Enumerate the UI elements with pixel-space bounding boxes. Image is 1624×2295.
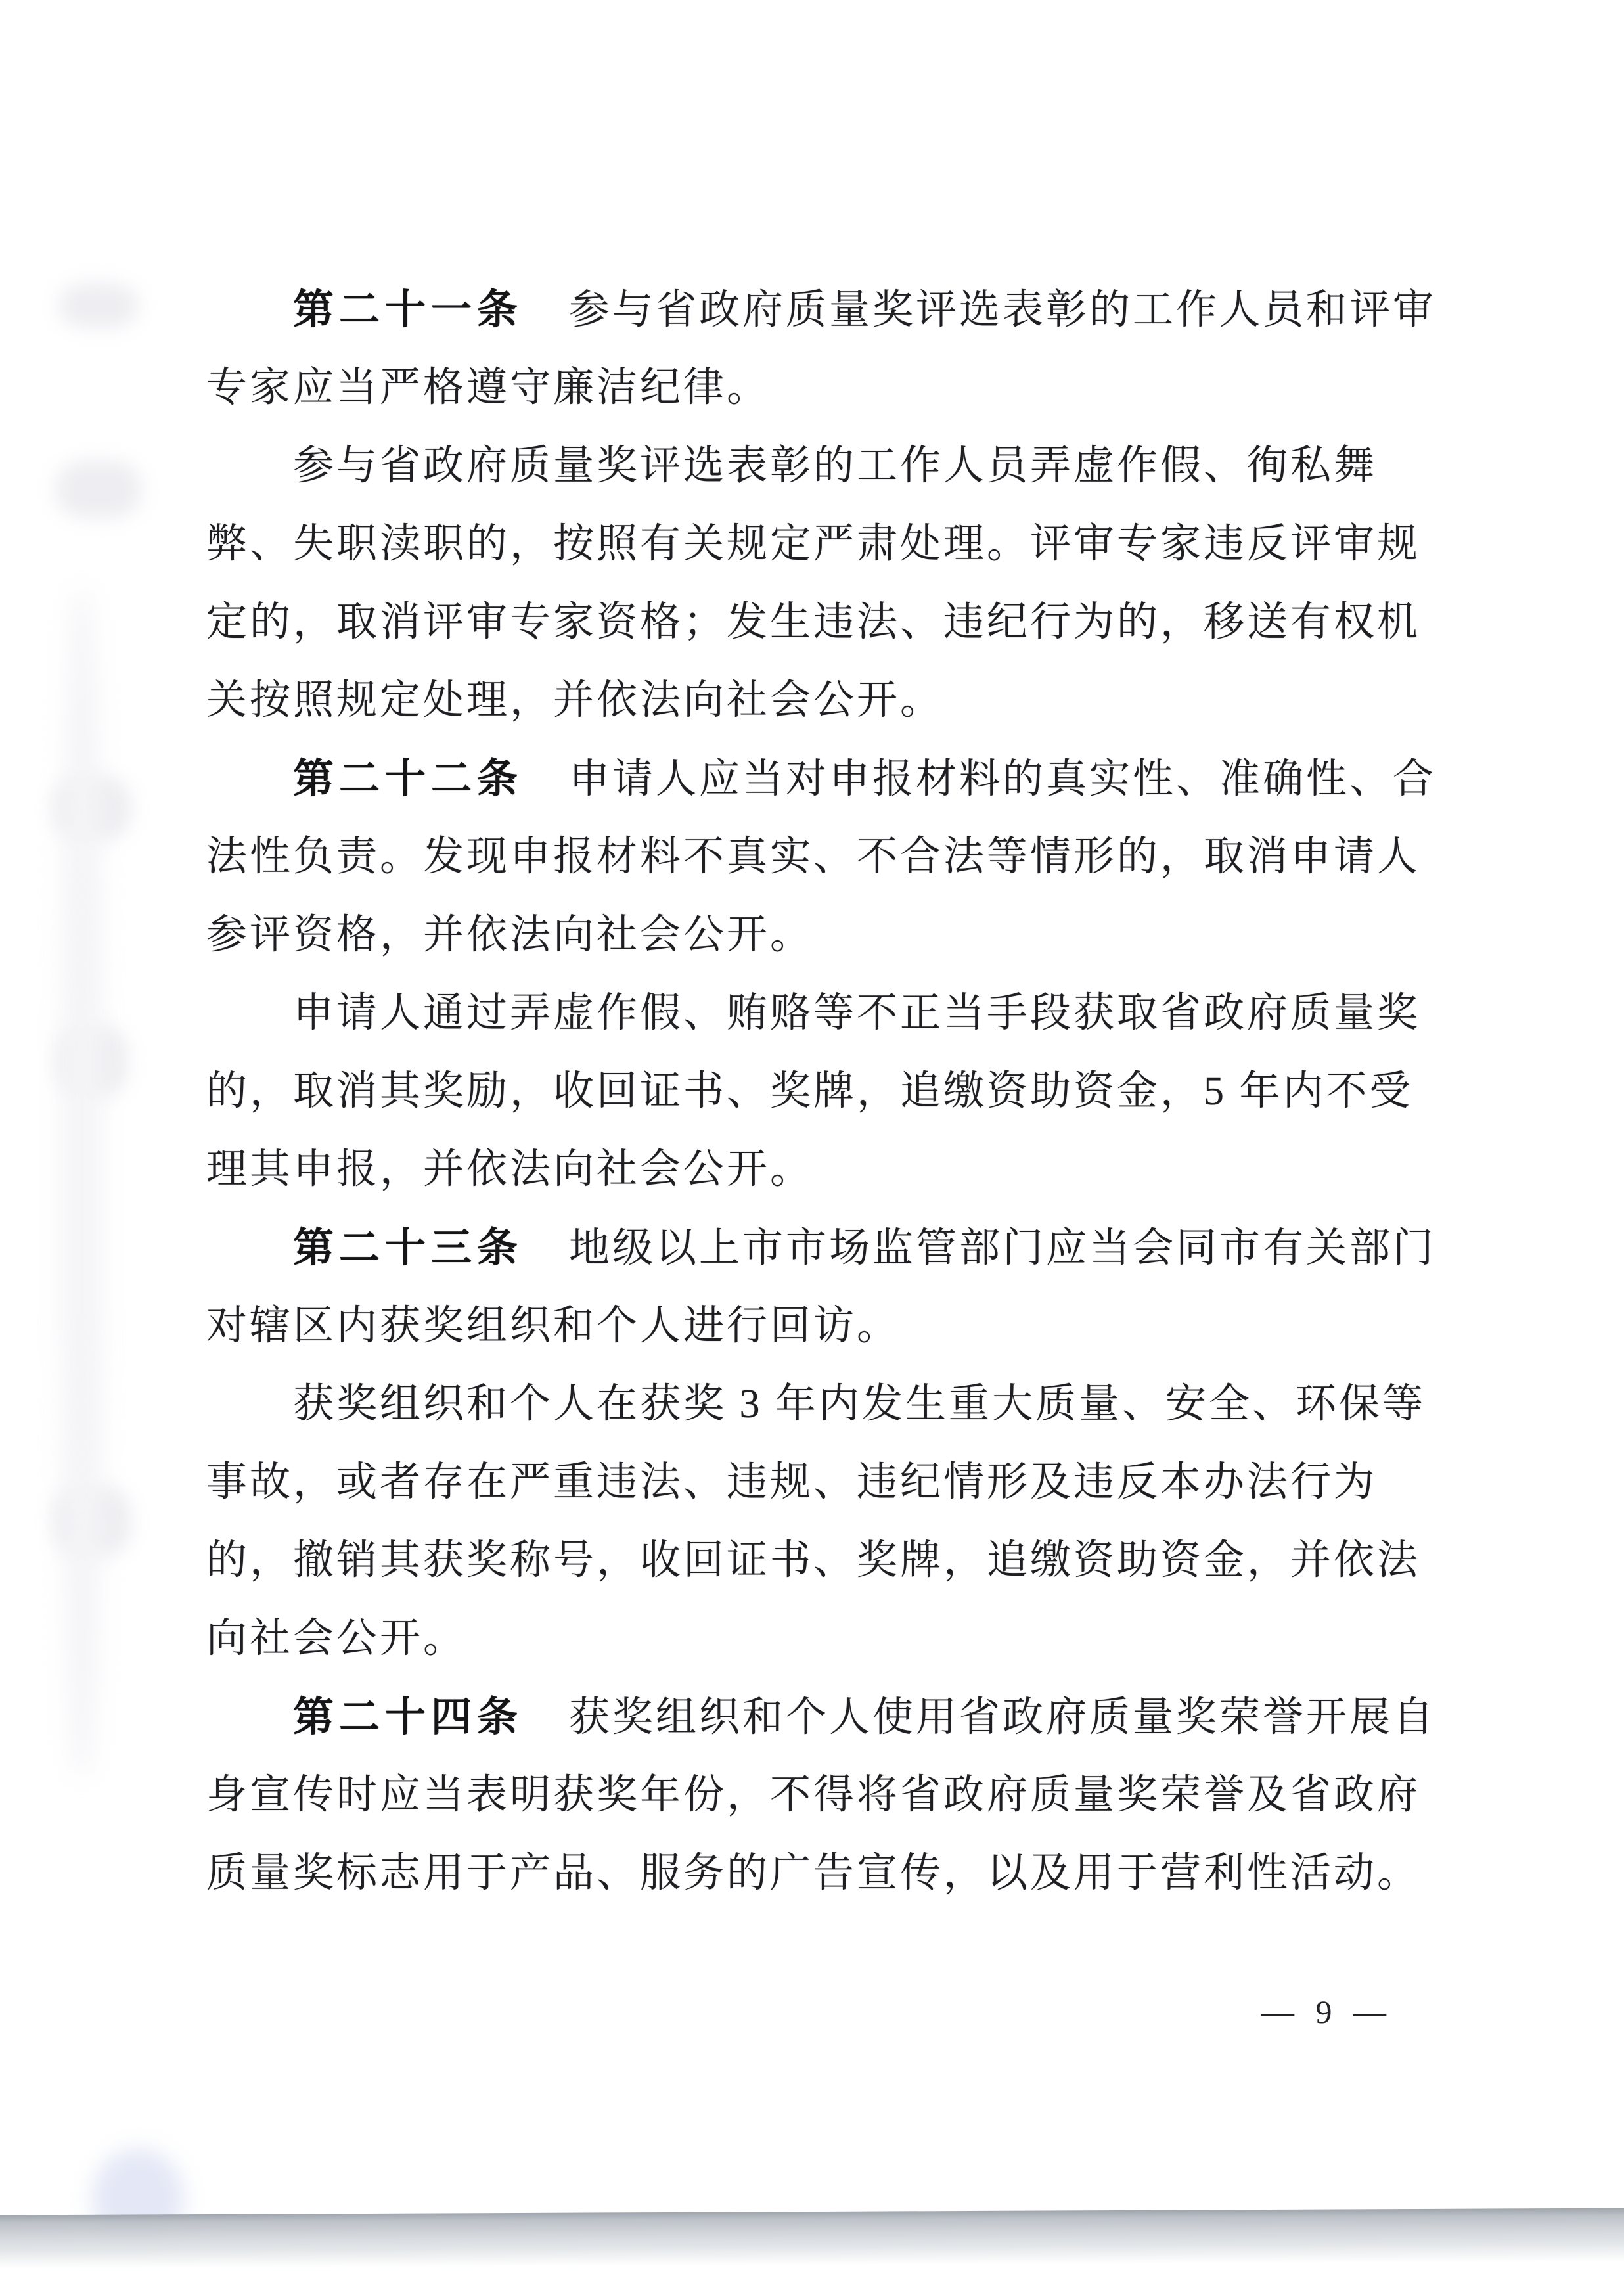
text-line bbox=[206, 1131, 1423, 1209]
text-line bbox=[206, 505, 1423, 583]
line-text: 参与省政府质量奖评选表彰的工作人员和评审 bbox=[569, 288, 1437, 332]
line-text: 地级以上市市场监管部门应当会同市有关部门 bbox=[569, 1226, 1437, 1271]
article-number: 第二十三条 bbox=[293, 1225, 524, 1271]
text-line bbox=[206, 427, 1423, 505]
line-text: 获奖组织和个人在获奖 3 年内发生重大质量、安全、环保等 bbox=[293, 1382, 1426, 1426]
text-line bbox=[206, 662, 1423, 740]
page-number: — 9 — bbox=[1261, 1993, 1393, 2030]
article-number: 第二十四条 bbox=[293, 1694, 524, 1740]
line-text: 弊、失职渎职的，按照有关规定严肃处理。评审专家违反评审规 bbox=[206, 522, 1421, 566]
line-text: 的，撤销其获奖称号，收回证书、奖牌，追缴资助资金，并依法 bbox=[206, 1538, 1421, 1583]
line-text: 申请人通过弄虚作假、贿赂等不正当手段获取省政府质量奖 bbox=[293, 991, 1421, 1035]
text-line bbox=[206, 349, 1423, 427]
line-text: 事故，或者存在严重违法、违规、违纪情形及违反本办法行为 bbox=[206, 1460, 1378, 1505]
text-line bbox=[206, 818, 1423, 896]
line-text: 关按照规定处理，并依法向社会公开。 bbox=[206, 678, 944, 723]
text-line bbox=[206, 1287, 1423, 1365]
text-line bbox=[206, 896, 1423, 974]
document-body bbox=[206, 271, 1437, 1913]
line-text: 参与省政府质量奖评选表彰的工作人员弄虚作假、徇私舞 bbox=[293, 443, 1378, 488]
line-text: 定的，取消评审专家资格；发生违法、违纪行为的，移送有权机 bbox=[206, 600, 1421, 645]
text-line bbox=[206, 974, 1423, 1053]
line-text: 向社会公开。 bbox=[206, 1616, 467, 1661]
line-text: 质量奖标志用于产品、服务的广告宣传，以及用于营利性活动。 bbox=[206, 1851, 1421, 1896]
text-line bbox=[206, 1522, 1423, 1600]
line-text: 法性负责。发现申报材料不真实、不合法等情形的，取消申请人 bbox=[206, 834, 1421, 879]
line-text: 对辖区内获奖组织和个人进行回访。 bbox=[206, 1304, 901, 1348]
line-text: 获奖组织和个人使用省政府质量奖荣誉开展自 bbox=[569, 1695, 1437, 1740]
text-line bbox=[206, 1365, 1426, 1443]
text-line bbox=[206, 1834, 1423, 1913]
scan-smudge bbox=[56, 460, 141, 519]
line-text: 理其申报，并依法向社会公开。 bbox=[206, 1147, 814, 1192]
article-number: 第二十一条 bbox=[293, 287, 524, 332]
text-line bbox=[206, 1443, 1423, 1522]
text-line bbox=[206, 1600, 1423, 1678]
text-line bbox=[206, 1209, 1437, 1287]
scan-shadow-bottom bbox=[0, 2208, 1624, 2269]
text-line bbox=[206, 271, 1437, 349]
line-text: 的，取消其奖励，收回证书、奖牌，追缴资助资金，5 年内不受 bbox=[206, 1069, 1413, 1114]
text-line bbox=[206, 740, 1437, 818]
scan-smudge bbox=[59, 283, 138, 329]
article-number: 第二十二条 bbox=[293, 756, 524, 802]
text-line bbox=[206, 1756, 1423, 1834]
line-text: 专家应当严格遵守廉洁纪律。 bbox=[206, 365, 771, 410]
text-line bbox=[206, 1053, 1423, 1131]
line-text: 申请人应当对申报材料的真实性、准确性、合 bbox=[569, 757, 1437, 802]
line-text: 身宣传时应当表明获奖年份，不得将省政府质量奖荣誉及省政府 bbox=[206, 1773, 1421, 1817]
line-text: 参评资格，并依法向社会公开。 bbox=[206, 913, 814, 957]
scan-streak bbox=[62, 591, 102, 1774]
text-line bbox=[206, 583, 1423, 662]
text-line bbox=[206, 1678, 1437, 1756]
